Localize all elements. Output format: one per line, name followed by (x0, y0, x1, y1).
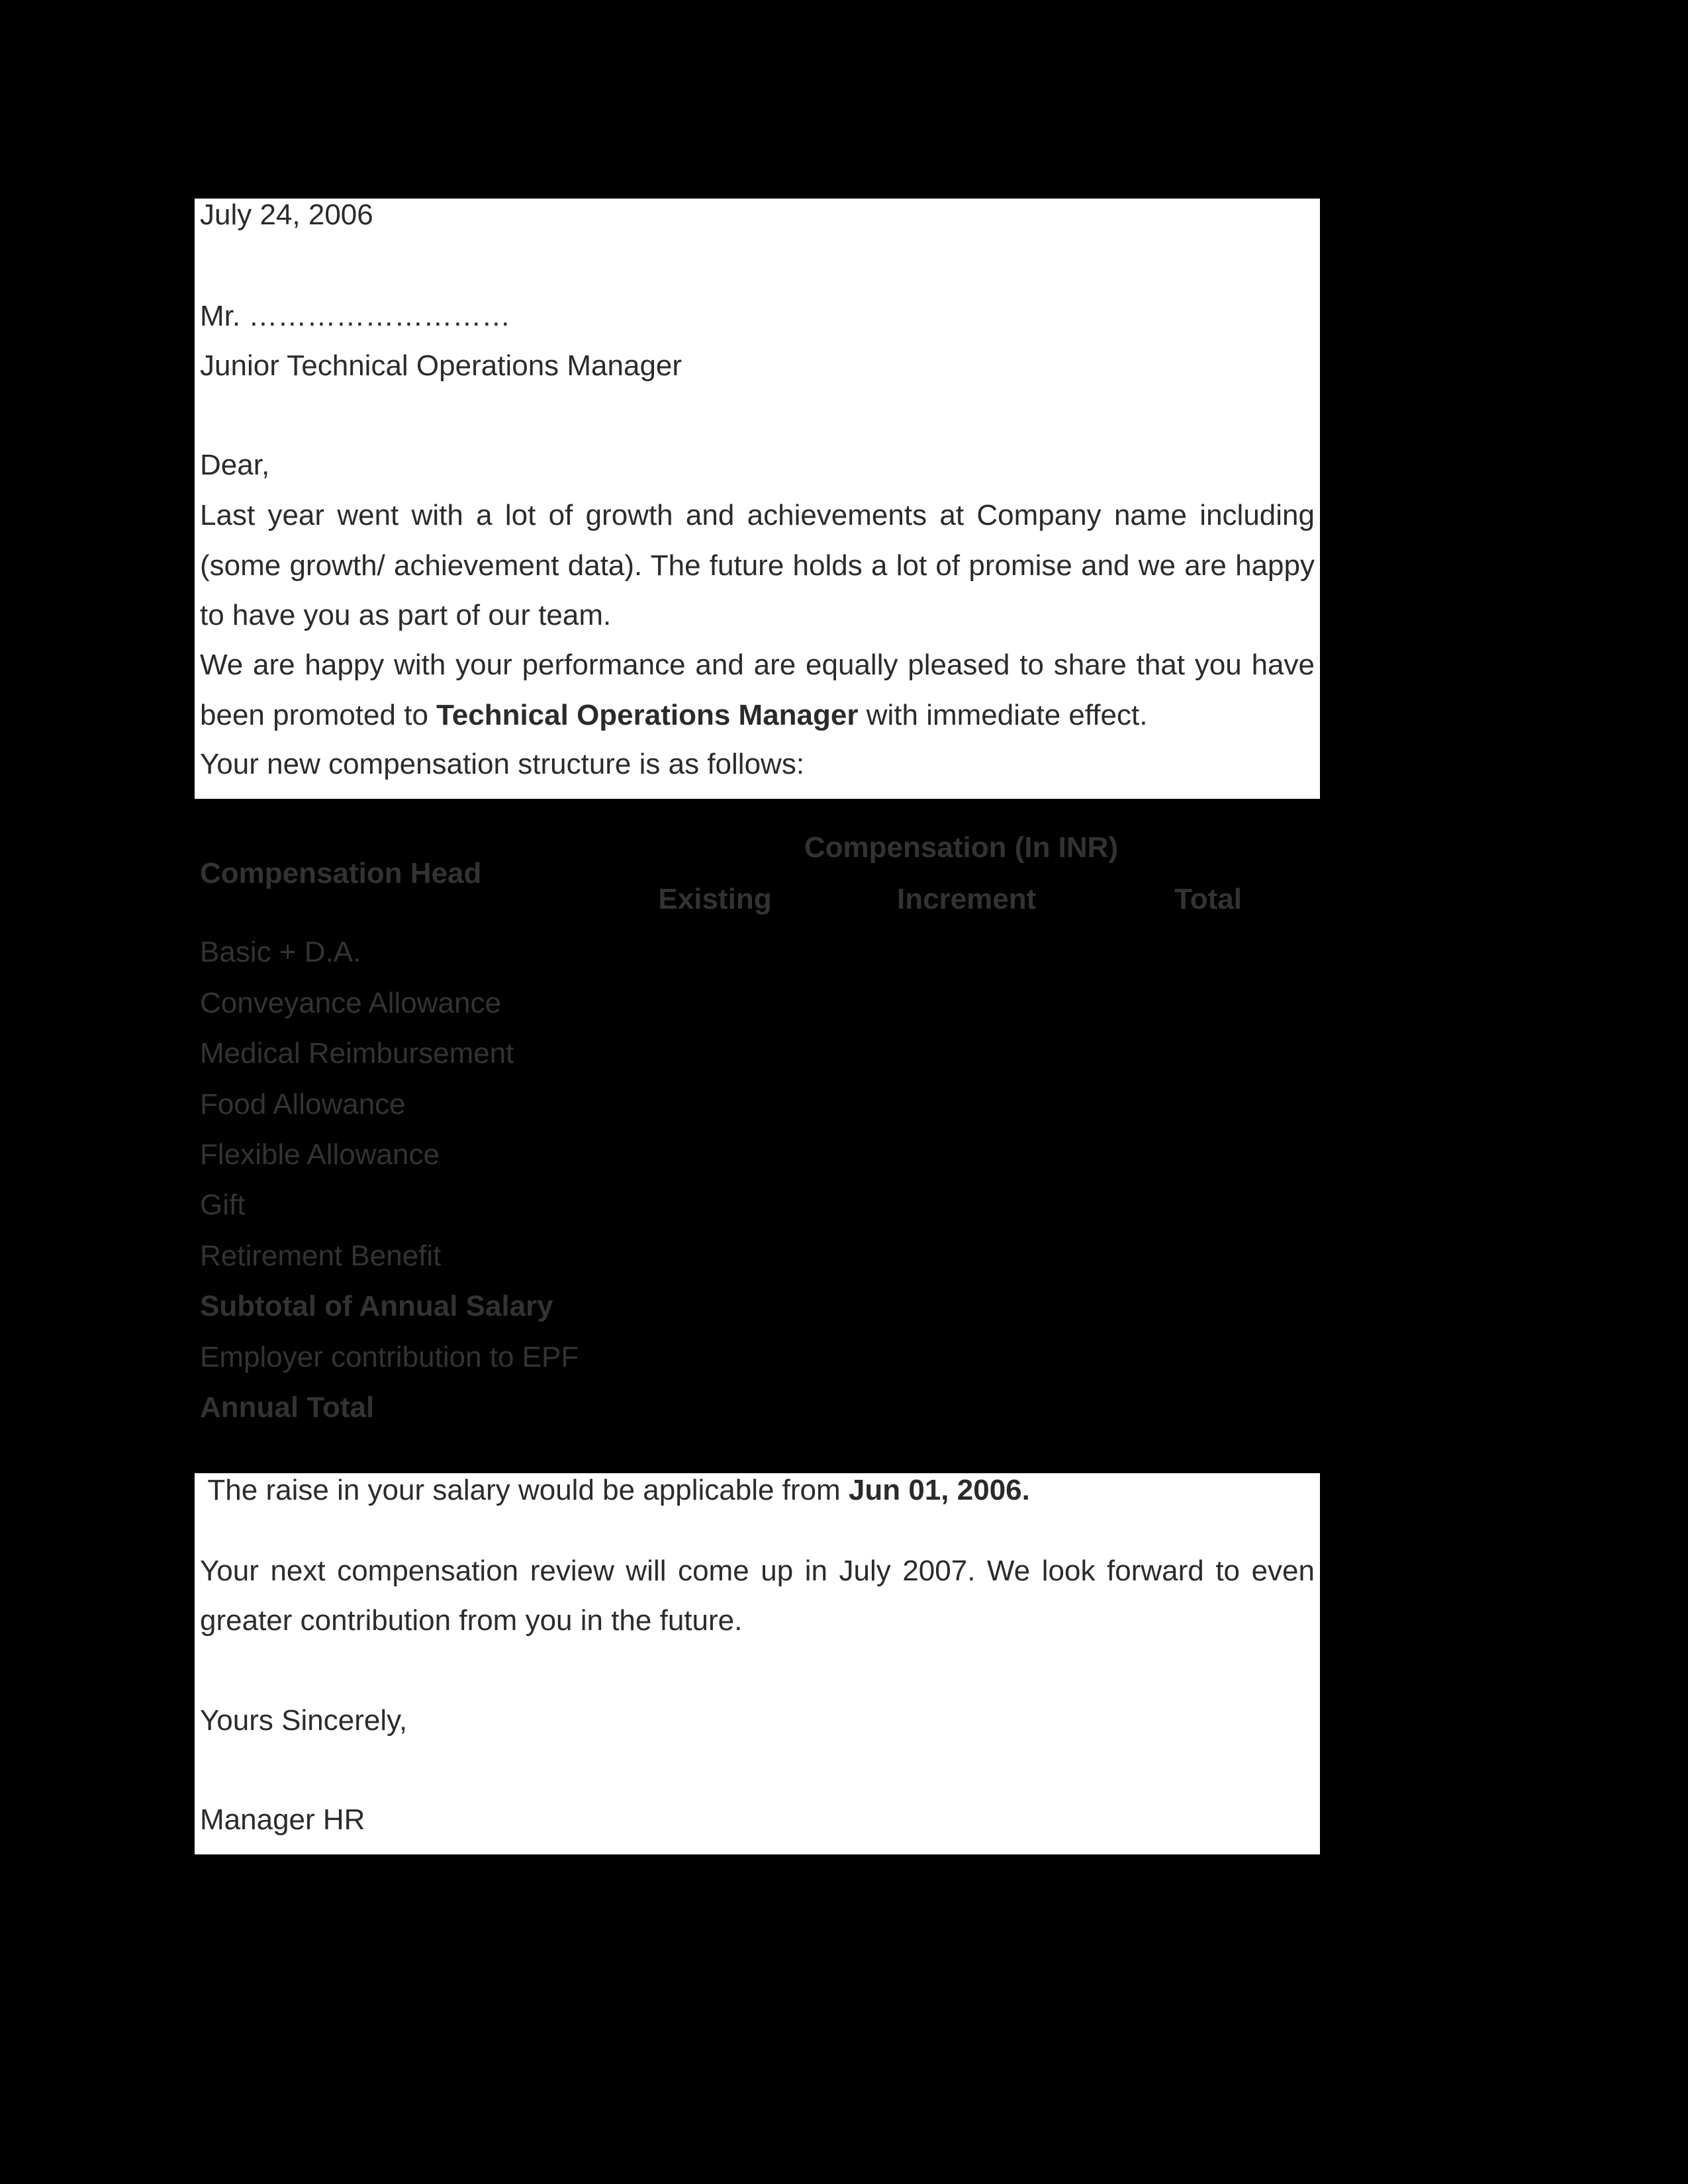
letter-date: July 24, 2006 (200, 199, 373, 231)
recipient-name-placeholder: Mr. ……………………… (200, 300, 511, 332)
new-designation: Technical Operations Manager (436, 699, 859, 731)
paragraph-growth-line-2: (some growth/ achievement data). The future holds a lot of promise and we are happy (200, 549, 1315, 582)
greeting: Dear, (200, 449, 270, 481)
table-row-label: Retirement Benefit (200, 1240, 442, 1272)
compensation-group-header: Compensation (In INR) (804, 831, 1119, 864)
table-row-label: Flexible Allowance (200, 1138, 440, 1171)
promotion-suffix: with immediate effect. (858, 699, 1148, 731)
table-row-label: Food Allowance (200, 1088, 406, 1120)
letter-header-section (195, 199, 1320, 799)
paragraph-growth-line-1: Last year went with a lot of growth and achievements at Company name including (200, 499, 1315, 531)
column-header-existing: Existing (658, 883, 772, 915)
recipient-title: Junior Technical Operations Manager (200, 349, 682, 382)
table-row-label: Medical Reimbursement (200, 1037, 514, 1069)
table-row-label: Employer contribution to EPF (200, 1341, 579, 1373)
column-header-total: Total (1174, 883, 1242, 915)
table-row-label: Conveyance Allowance (200, 987, 501, 1019)
table-row-label: Gift (200, 1189, 246, 1221)
table-row-subtotal-label: Subtotal of Annual Salary (200, 1290, 553, 1322)
column-header-increment: Increment (897, 883, 1037, 915)
review-line-2: greater contribution from you in the future. (200, 1604, 743, 1637)
table-row-label: Basic + D.A. (200, 936, 361, 968)
letter-closing-section (195, 1473, 1320, 1854)
compensation-table (195, 799, 1320, 1473)
table-row-annual-total-label: Annual Total (200, 1391, 375, 1424)
raise-effective-line (200, 1471, 1315, 1510)
raise-prefix: The raise in your salary would be applicable from (200, 1474, 849, 1506)
compensation-intro: Your new compensation structure is as follows: (200, 748, 805, 780)
sign-off: Yours Sincerely, (200, 1704, 408, 1737)
paragraph-growth-line-3: to have you as part of our team. (200, 599, 612, 631)
raise-effective-date: Jun 01, 2006. (848, 1474, 1030, 1506)
review-line-1: Your next compensation review will come up in July 2007. We look forward to even (200, 1555, 1315, 1587)
promotion-prefix: been promoted to (200, 699, 437, 731)
compensation-head-header: Compensation Head (200, 857, 482, 889)
signatory: Manager HR (200, 1803, 365, 1836)
paragraph-promotion-line-1: We are happy with your performance and are equally pleased to share that you have (200, 649, 1315, 681)
paragraph-promotion-line-2 (200, 696, 1315, 735)
